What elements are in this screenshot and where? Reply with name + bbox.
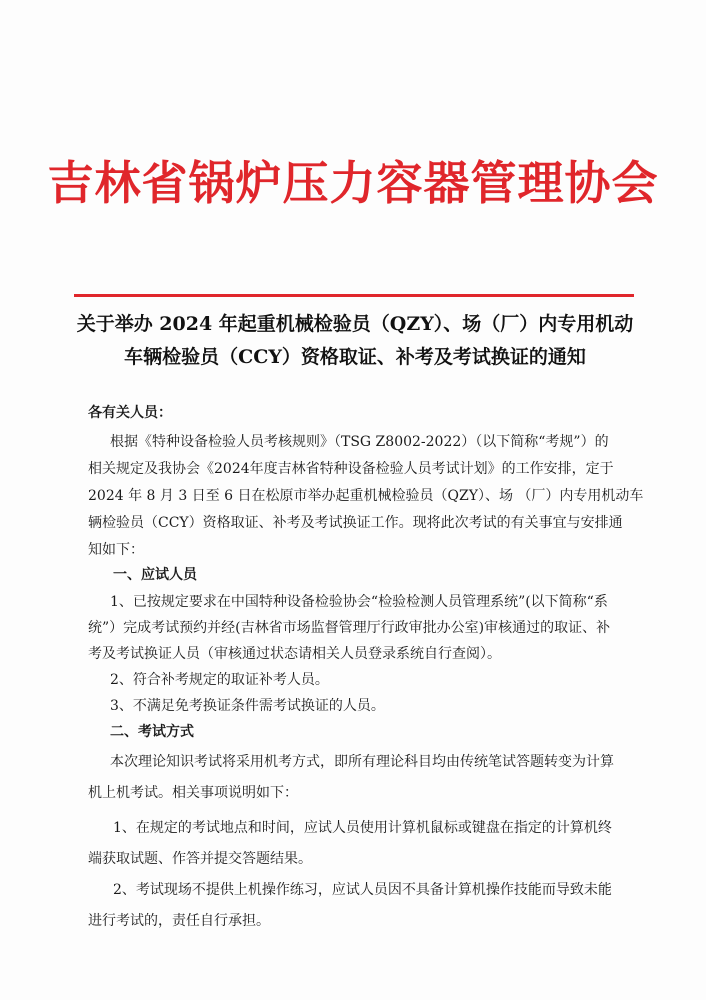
intro-line-2: 相关规定及我协会《2024年度吉林省特种设备检验人员考试计划》的工作安排，定于 (88, 461, 614, 477)
notice-title-line-1: 关于举办 2024 年起重机械检验员（QZY）、场（厂）内专用机动 (76, 313, 634, 335)
section-1-item-1-line-1: 1、已按规定要求在中国特种设备检验协会“检验检测人员管理系统”(以下简称“系 (110, 594, 608, 610)
section-2-item-1-line-2: 端获取试题、作答并提交答题结果。 (88, 851, 312, 867)
section-1-item-1-line-3: 考及考试换证人员（审核通过状态请相关人员登录系统自行查阅）。 (88, 646, 501, 662)
organization-name: 吉林省锅炉压力容器管理协会 (47, 156, 659, 210)
notice-title-line-2: 车辆检验员（CCY）资格取证、补考及考试换证的通知 (124, 346, 586, 368)
section-2-intro-line-1: 本次理论知识考试将采用机考方式，即所有理论科目均由传统笔试答题转变为计算 (110, 754, 614, 770)
section-2-item-2-line-2: 进行考试的，责任自行承担。 (88, 913, 270, 929)
intro-line-1: 根据《特种设备检验人员考核规则》（TSG Z8002-2022）（以下简称“考规”）的 (110, 434, 609, 450)
section-2-item-2-line-1: 2、考试现场不提供上机操作练习，应试人员因不具备计算机操作技能而导致未能 (113, 882, 612, 898)
notice-title (60, 308, 650, 374)
section-2-intro-line-2: 机上机考试。相关事项说明如下： (88, 785, 298, 801)
greeting: 各有关人员： (88, 405, 172, 421)
section-2-heading: 二、考试方式 (110, 724, 194, 740)
section-1-heading: 一、应试人员 (113, 567, 197, 583)
section-1-item-2: 2、符合补考规定的取证补考人员。 (110, 672, 329, 688)
red-divider-line (74, 294, 634, 297)
section-1-item-1-line-2: 统”）完成考试预约并经(吉林省市场监督管理厅行政审批办公室)审核通过的取证、补 (88, 620, 611, 636)
intro-line-5: 知如下： (88, 542, 144, 558)
section-2-item-1-line-1: 1、在规定的考试地点和时间，应试人员使用计算机鼠标或键盘在指定的计算机终 (113, 820, 612, 836)
intro-line-4: 辆检验员（CCY）资格取证、补考及考试换证工作。现将此次考试的有关事宜与安排通 (88, 515, 623, 531)
section-1-item-3: 3、不满足免考换证条件需考试换证的人员。 (110, 698, 385, 714)
intro-line-3: 2024 年 8 月 3 日至 6 日在松原市举办起重机械检验员（QZY）、场 （厂）内专用机动车 (88, 488, 644, 504)
